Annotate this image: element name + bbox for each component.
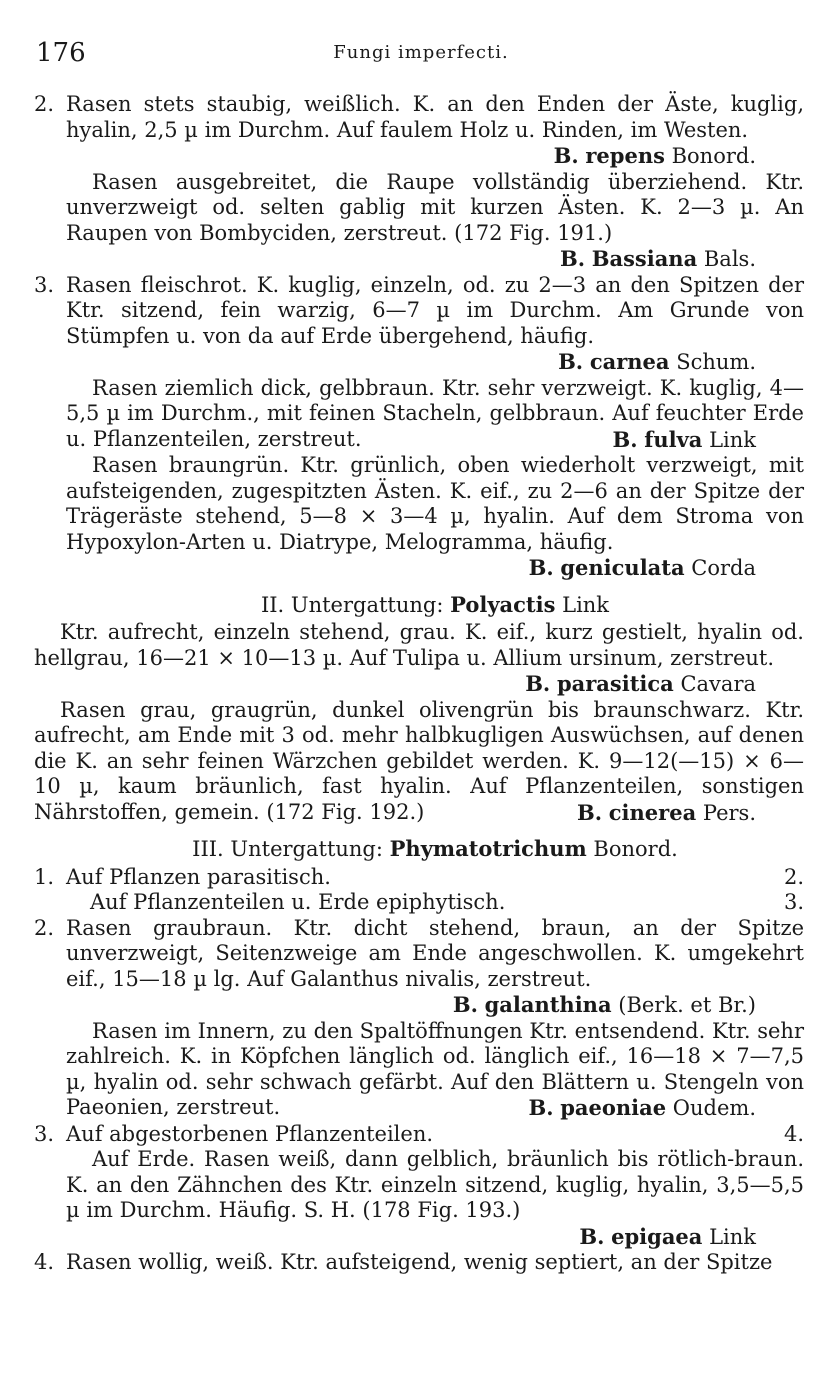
key-text: Auf abgestorbenen Pflanzenteilen. — [66, 1121, 434, 1146]
species-epithet: geniculata — [560, 555, 685, 580]
key-entry-3b — [34, 1121, 804, 1148]
species-bassiana — [66, 246, 804, 273]
genus-abbrev: B. — [579, 1223, 605, 1249]
polyactis-section — [34, 620, 804, 826]
key-lead: 4. — [783, 1121, 804, 1146]
species-epithet: fulva — [644, 426, 703, 452]
desc-fulva — [66, 376, 804, 453]
key-number: 4. — [34, 1250, 55, 1274]
species-galanthina — [66, 992, 804, 1019]
page-body — [34, 92, 804, 1276]
key-entry-4 — [34, 1250, 804, 1276]
species-cinerea — [551, 800, 804, 827]
species-geniculata — [66, 555, 804, 582]
key-text: Auf Pflanzen parasitisch. — [66, 864, 331, 889]
genus-abbrev: B. — [558, 349, 584, 374]
desc-bassiana: Rasen ausgebreitet, die Raupe vollständig überziehend. Ktr. unverzweigt od. selten gablig mit kurzen Ästen. K. 2—3 µ. An Raupen von Bombyciden, zerstreut. (172 Fig. 191.) — [66, 169, 804, 245]
page-header — [36, 38, 806, 68]
species-carnea — [66, 349, 804, 376]
species-author: Link — [709, 1224, 756, 1249]
key-text: Rasen stets staubig, weißlich. K. an den Enden der Äste, kuglig, hyalin, 2,5 µ im Durchm. Auf faulem Holz u. Rinden, im Westen. — [66, 92, 804, 142]
desc-epigaea: Auf Erde. Rasen weiß, dann gelblich, bräunlich bis rötlich-braun. K. an den Zähnchen des Ktr. einzeln sitzend, kuglig, hyalin, 3,5—5,5 µ im Durchm. Häufig. S. H. (178 Fig. 193.) — [66, 1147, 804, 1222]
species-author: Pers. — [702, 800, 756, 825]
key-entry-2 — [34, 92, 804, 143]
desc-geniculata: Rasen braungrün. Ktr. grünlich, oben wiederholt verzweigt, mit aufsteigenden, zugespitzten Ästen. K. eif., zu 2—6 an der Spitze der Trägeräste stehend, 5—8 × 3—4 µ, hyalin. Auf dem Stroma von Hypoxylon-Arten u. Diatrype, Melogramma, häufig. — [66, 453, 804, 554]
subgenus-heading-polyactis — [66, 592, 804, 619]
key-lead: 3. — [783, 890, 804, 914]
genus-abbrev: B. — [528, 555, 554, 580]
species-author: Link — [709, 427, 756, 452]
species-repens — [66, 143, 804, 170]
subgenus-heading-phymatotrichum — [66, 836, 804, 863]
subgenus-author: Bonord. — [593, 837, 678, 861]
species-parasitica — [499, 671, 804, 698]
species-author: (Berk. et Br.) — [618, 993, 756, 1017]
genus-abbrev: B. — [525, 671, 551, 696]
genus-abbrev: B. — [528, 1095, 554, 1120]
species-epithet: epigaea — [611, 1223, 703, 1249]
subgenus-author: Link — [562, 592, 610, 617]
key-text: Auf Pflanzenteilen u. Erde epiphytisch. — [90, 890, 506, 914]
species-author: Corda — [691, 556, 756, 580]
heading-prefix: II. Untergattung: — [260, 592, 444, 617]
species-author: Schum. — [676, 350, 756, 374]
subgenus-name: Phymatotrichum — [389, 836, 587, 861]
genus-abbrev: B. — [612, 426, 638, 452]
genus-abbrev: B. — [577, 799, 603, 825]
key-number: 2. — [34, 915, 55, 940]
desc-text: Rasen ziemlich dick, gelbbraun. Ktr. sehr verzweigt. K. kuglig, 4—5,5 µ im Durchm., mit feinen Stacheln, gelbbraun. Auf feuchter Erde u. Pflanzenteilen, zerstreut. — [66, 375, 804, 451]
genus-abbrev: B. — [559, 246, 586, 271]
species-paeoniae — [502, 1095, 804, 1122]
species-epithet: Bassiana — [591, 246, 698, 271]
species-epigaea — [66, 1224, 804, 1251]
key-entry-3 — [34, 272, 804, 350]
species-epithet: repens — [585, 143, 665, 168]
key-number: 3. — [34, 272, 55, 297]
subgenus-name: Polyactis — [450, 591, 556, 617]
key-text: Rasen wollig, weiß. Ktr. aufsteigend, wenig septiert, an der Spitze — [66, 1250, 773, 1274]
running-title: Fungi imperfecti. — [333, 42, 509, 63]
species-epithet: cinerea — [608, 799, 697, 825]
desc-paeoniae — [66, 1019, 804, 1121]
species-author: Bonord. — [671, 144, 756, 168]
species-epithet: carnea — [589, 349, 670, 374]
desc-text: Rasen im Innern, zu den Spaltöffnungen Ktr. entsendend. Ktr. sehr zahlreich. K. in Köpfchen länglich od. länglich eif., 16—18 × 7—7,5 µ, hyalin od. sehr schwach gefärbt. Auf den Blättern u. Stengeln von Paeonien, zerstreut. — [66, 1018, 804, 1119]
species-author: Bals. — [703, 247, 756, 271]
species-author: Oudem. — [672, 1096, 756, 1120]
key-entry-1 — [34, 864, 804, 891]
key-number: 1. — [34, 864, 55, 889]
desc-text: Rasen grau, graugrün, dunkel olivengrün bis braunschwarz. Ktr. aufrecht, am Ende mit 3 od. mehr halbkugligen Auswüchsen, auf denen die K. an sehr feinen Wärzchen gebildet werden. K. 9—12(—15) × 6—10 µ, kaum bräunlich, fast hyalin. Auf Pflanzenteilen, sonstigen Nährstoffen, gemein. (172 Fig. 192.) — [34, 697, 804, 824]
key-text: Rasen graubraun. Ktr. dicht stehend, braun, an der Spitze unverzweigt, Seitenzweige am Ende angeschwollen. K. umgekehrt eif., 15—18 µ lg. Auf Galanthus nivalis, zerstreut. — [66, 915, 804, 991]
key-number: 2. — [34, 92, 55, 116]
species-author: Cavara — [680, 672, 756, 696]
key-entry-1b — [66, 890, 804, 916]
species-epithet: galanthina — [484, 992, 612, 1017]
heading-prefix: III. Untergattung: — [192, 837, 383, 861]
species-fulva — [587, 427, 804, 454]
key-entry-2b — [34, 915, 804, 993]
key-text: Rasen fleischrot. K. kuglig, einzeln, od. zu 2—3 an den Spitzen der Ktr. sitzend, fein warzig, 6—7 µ im Durchm. Am Grunde von Stümpfen u. von da auf Erde übergehend, häufig. — [66, 272, 804, 348]
key-lead: 2. — [783, 864, 804, 889]
genus-abbrev: B. — [452, 992, 478, 1017]
desc-cinerea — [34, 698, 804, 826]
desc-text: Ktr. aufrecht, einzeln stehend, grau. K. eif., kurz gestielt, hyalin od. hellgrau, 16—21 × 10—13 µ. Auf Tulipa u. Allium ursinum, zerstreut. — [34, 620, 804, 670]
key-number: 3. — [34, 1121, 55, 1146]
page-number: 176 — [36, 38, 86, 68]
species-epithet: paeoniae — [560, 1095, 667, 1120]
desc-parasitica — [34, 620, 804, 696]
species-epithet: parasitica — [556, 671, 674, 696]
genus-abbrev: B. — [553, 143, 579, 168]
